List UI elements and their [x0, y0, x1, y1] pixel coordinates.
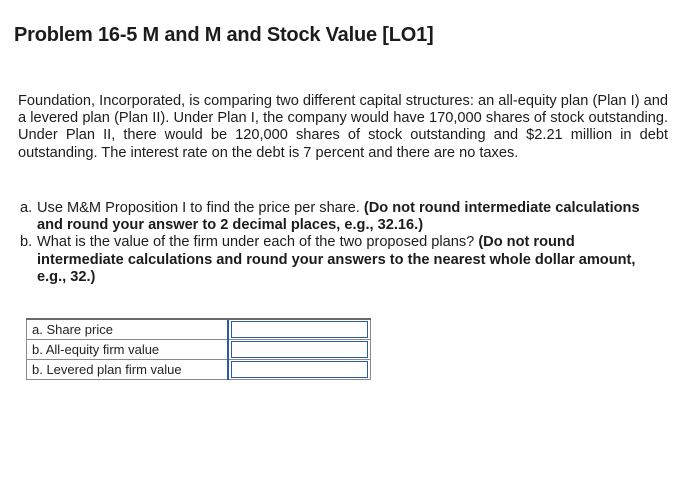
- question-a-instruction: (Do not round intermediate calculations and round your answer to 2 decimal places, e.g., 32.16.): [37, 200, 640, 234]
- problem-intro: Foundation, Incorporated, is comparing two different capital structures: an all-equity plan (Plan I) and a levered plan (Plan II). Under Plan I, the company would have 170,000 shares of stock outstanding. Under Plan II, there would be 120,000 shares of stock outstanding and $2.21 million in debt outstanding. The interest rate on the debt is 7 percent and there are no taxes.: [18, 93, 668, 161]
- question-b-instruction: (Do not round intermediate calculations and round your answers to the nearest whole dollar amount, e.g., 32.): [37, 234, 636, 285]
- problem-title: Problem 16-5 M and M and Stock Value [LO1]: [14, 24, 434, 46]
- answer-row-share-price: [27, 319, 371, 340]
- question-b-body: [37, 234, 660, 286]
- answer-label-levered: b. Levered plan firm value: [27, 360, 229, 380]
- question-a-text: Use M&M Proposition I to find the price per share.: [37, 200, 364, 216]
- question-a-body: [37, 200, 660, 234]
- answer-row-levered: [27, 360, 371, 380]
- answer-cell-all-equity: [228, 340, 371, 360]
- answer-label-all-equity: b. All-equity firm value: [27, 340, 229, 360]
- all-equity-value-input[interactable]: [231, 341, 368, 358]
- levered-value-input[interactable]: [231, 361, 368, 378]
- share-price-input[interactable]: [231, 321, 368, 338]
- answer-row-all-equity: [27, 340, 371, 360]
- answer-label-share-price: a. Share price: [27, 319, 229, 340]
- question-list: [20, 200, 660, 286]
- question-b: [20, 234, 660, 286]
- answer-table: [26, 318, 371, 380]
- answer-cell-share-price: [228, 319, 371, 340]
- question-b-letter: b.: [20, 234, 33, 251]
- answer-cell-levered: [228, 360, 371, 380]
- question-b-text: What is the value of the firm under each of the two proposed plans?: [37, 234, 479, 251]
- question-a: [20, 200, 660, 234]
- question-a-letter: a.: [20, 200, 33, 216]
